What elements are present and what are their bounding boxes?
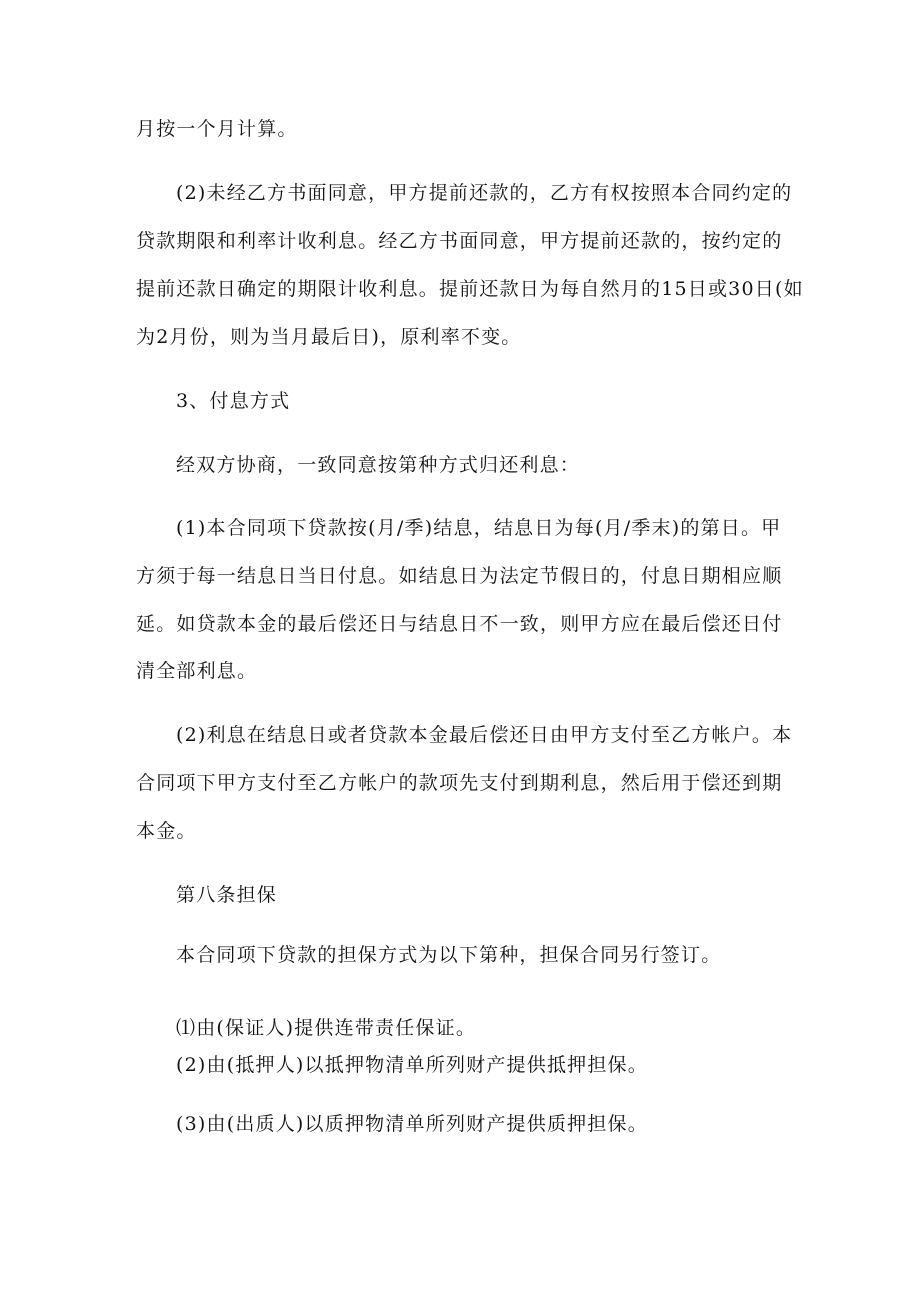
paragraph-line: 经双方协商，一致同意按第种方式归还利息： [176, 454, 581, 476]
paragraph-line: 本金。 [136, 820, 197, 842]
paragraph-line: 延。如贷款本金的最后偿还日与结息日不一致，则甲方应在最后偿还日付 [136, 613, 783, 635]
paragraph-line: 贷款期限和利率计收利息。经乙方书面同意，甲方提前还款的，按约定的 [136, 230, 783, 252]
paragraph-line: 本合同项下贷款的担保方式为以下第种，担保合同另行签订。 [176, 944, 722, 966]
list-item: (3)由(出质人)以质押物清单所列财产提供质押担保。 [176, 1113, 648, 1135]
paragraph-line: 合同项下甲方支付至乙方帐户的款项先支付到期利息，然后用于偿还到期 [136, 772, 783, 794]
paragraph-line: 清全部利息。 [136, 660, 258, 682]
paragraph-line: 为2月份，则为当月最后日)，原利率不变。 [136, 326, 522, 348]
list-item: ⑴由(保证人)提供连带责任保证。 [176, 1017, 477, 1039]
section-heading: 3、付息方式 [176, 390, 291, 412]
paragraph-line: 提前还款日确定的期限计收利息。提前还款日为每自然月的15日或30日(如 [136, 278, 804, 300]
article-heading: 第八条担保 [176, 884, 278, 906]
list-item: (2)由(抵押人)以抵押物清单所列财产提供抵押担保。 [176, 1054, 648, 1076]
paragraph-line: (2)未经乙方书面同意，甲方提前还款的，乙方有权按照本合同约定的 [176, 182, 793, 204]
paragraph-line: (2)利息在结息日或者贷款本金最后偿还日由甲方支付至乙方帐户。本 [176, 724, 793, 746]
paragraph-line: 月按一个月计算。 [136, 118, 298, 140]
paragraph-line: 方须于每一结息日当日付息。如结息日为法定节假日的，付息日期相应顺 [136, 565, 783, 587]
paragraph-line: (1)本合同项下贷款按(月/季)结息，结息日为每(月/季末)的第日。甲 [176, 517, 782, 539]
